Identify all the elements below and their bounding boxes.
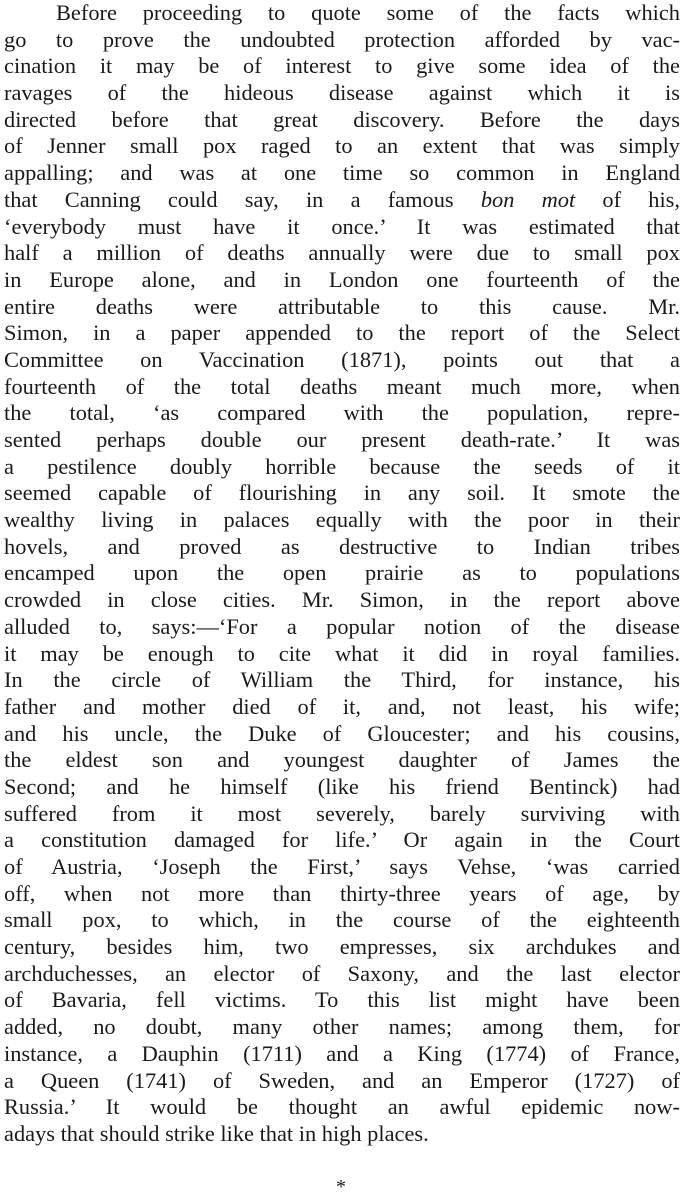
- text-line: In the circle of William the Third, for instance, his: [4, 667, 680, 693]
- text-line: a pestilence doubly horrible because the seeds of it: [4, 453, 680, 479]
- text-line: fourteenth of the total deaths meant much more, when: [4, 373, 680, 399]
- text-line: ravages of the hideous disease against which it is: [4, 80, 680, 106]
- italic-phrase: bon mot: [480, 186, 576, 212]
- text-line: appalling; and was at one time so common in England: [4, 160, 680, 186]
- text-line: of Bavaria, fell victims. To this list might have been: [4, 987, 680, 1013]
- text-line-with-italic: [4, 187, 680, 214]
- text-line: adays that should strike like that in high places.: [4, 1120, 429, 1146]
- text-line: crowded in close cities. Mr. Simon, in the report above: [4, 587, 680, 613]
- text-line: suffered from it most severely, barely surviving with: [4, 800, 680, 826]
- text-segment: of his,: [602, 186, 680, 212]
- text-line: ‘everybody must have it once.’ It was estimated that: [4, 213, 680, 239]
- text-line: seemed capable of flourishing in any soil. It smote the: [4, 480, 680, 506]
- text-line: wealthy living in palaces equally with the poor in their: [4, 507, 680, 533]
- text-line: the total, ‘as compared with the population, repre-: [4, 400, 680, 426]
- text-line: cination it may be of interest to give some idea of the: [4, 53, 680, 79]
- text-line: a Queen (1741) of Sweden, and an Emperor (1727) of: [4, 1067, 680, 1093]
- document-page: [4, 0, 680, 1197]
- text-line: go to prove the undoubted protection afforded by vac-: [4, 26, 680, 52]
- text-line: Committee on Vaccination (1871), points out that a: [4, 346, 680, 372]
- text-line: the eldest son and youngest daughter of James the: [4, 747, 680, 773]
- text-line: of Jenner small pox raged to an extent that was simply: [4, 133, 680, 159]
- text-line: hovels, and proved as destructive to Indian tribes: [4, 533, 680, 559]
- text-line: Simon, in a paper appended to the report of the Select: [4, 320, 680, 346]
- text-line: a constitution damaged for life.’ Or again in the Court: [4, 827, 680, 853]
- text-line: century, besides him, two empresses, six archdukes and: [4, 934, 680, 960]
- text-line: small pox, to which, in the course of the eighteenth: [4, 907, 680, 933]
- text-line: off, when not more than thirty-three years of age, by: [4, 880, 680, 906]
- text-line: sented perhaps double our present death-rate.’ It was: [4, 427, 680, 452]
- text-line: encamped upon the open prairie as to populations: [4, 560, 680, 586]
- text-line: in Europe alone, and in London one fourteenth of the: [4, 266, 680, 292]
- text-line: half a million of deaths annually were due to small pox: [4, 240, 680, 266]
- text-line: Second; and he himself (like his friend Bentinck) had: [4, 773, 680, 799]
- text-line: archduchesses, an elector of Saxony, and the last elector: [4, 960, 680, 986]
- section-ornament: *: [336, 1176, 346, 1198]
- text-line: Before proceeding to quote some of the facts which: [56, 0, 680, 25]
- text-line: father and mother died of it, and, not least, his wife;: [4, 693, 680, 719]
- text-line: and his uncle, the Duke of Gloucester; and his cousins,: [4, 720, 680, 746]
- text-line: entire deaths were attributable to this cause. Mr.: [4, 293, 680, 319]
- text-line: alluded to, says:—‘For a popular notion of the disease: [4, 613, 680, 639]
- text-line: it may be enough to cite what it did in royal families.: [4, 640, 680, 666]
- text-line: instance, a Dauphin (1711) and a King (1774) of France,: [4, 1040, 680, 1066]
- text-segment: that Canning could say, in a famous: [4, 186, 454, 212]
- text-line: directed before that great discovery. Before the days: [4, 106, 680, 132]
- text-line: added, no doubt, many other names; among them, for: [4, 1014, 680, 1040]
- text-line: Russia.’ It would be thought an awful epidemic now-: [4, 1094, 680, 1120]
- text-line: of Austria, ‘Joseph the First,’ says Vehse, ‘was carried: [4, 854, 680, 879]
